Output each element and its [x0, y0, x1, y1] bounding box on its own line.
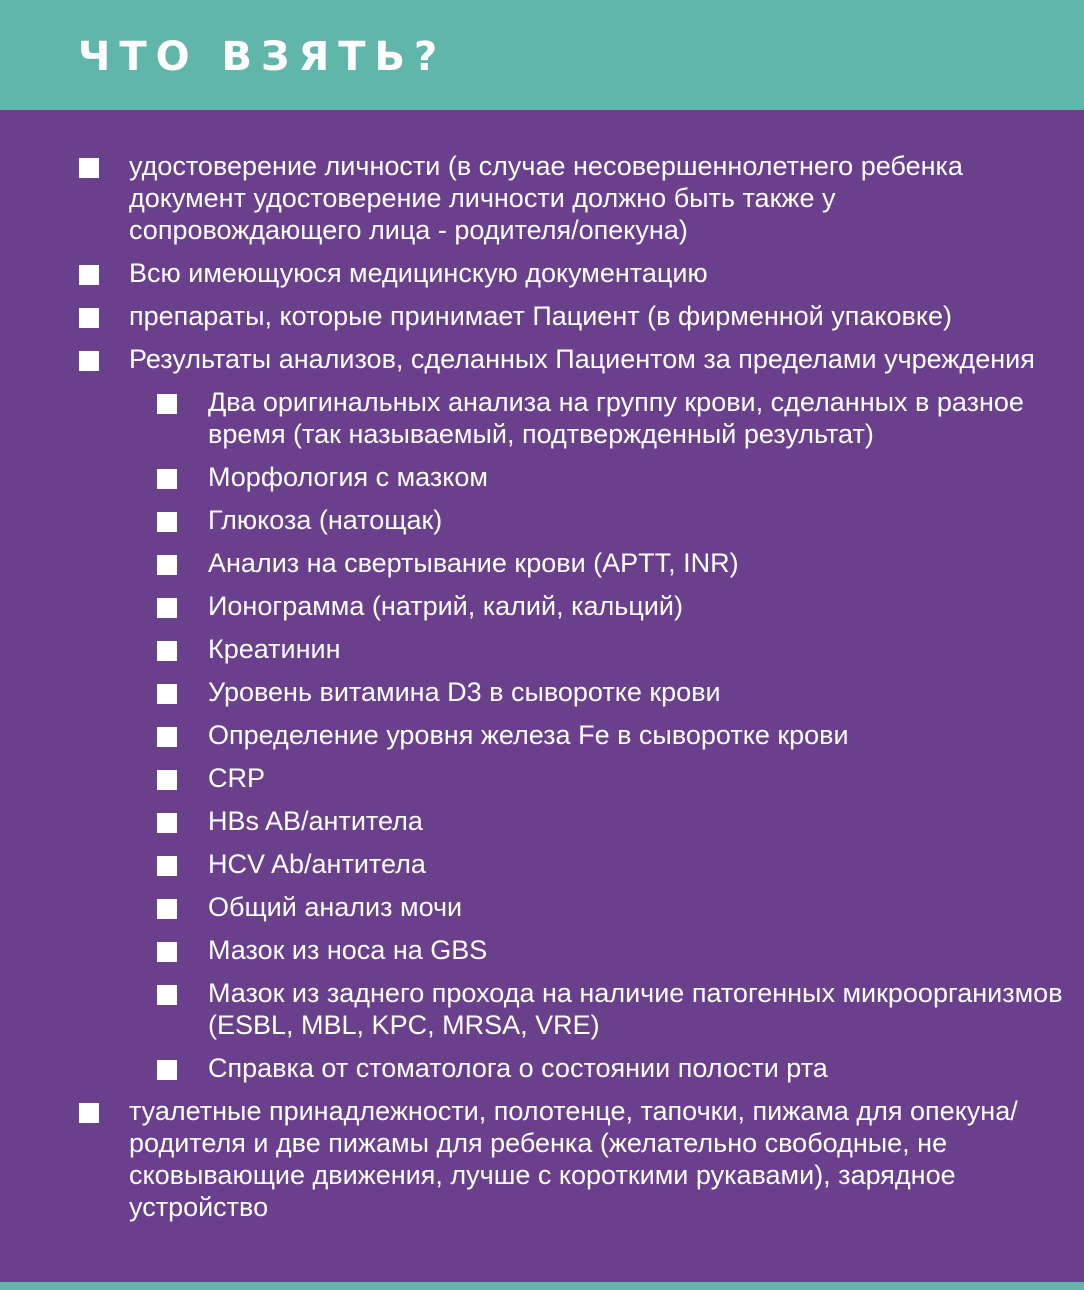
list-item: [0, 150, 1084, 246]
sub-list-item: [0, 891, 1084, 923]
square-bullet-icon: [79, 351, 99, 371]
list-item-text: препараты, которые принимает Пациент (в фирменной упаковке): [129, 301, 952, 331]
sub-list-item: [0, 676, 1084, 708]
square-bullet-icon: [157, 394, 177, 414]
list-item-text: Мазок из заднего прохода на наличие патогенных микроорганизмов (ESBL, MBL, KPC, MRSA, VRE): [208, 978, 1063, 1040]
list-item-text: Результаты анализов, сделанных Пациентом за пределами учреждения: [129, 344, 1035, 374]
list-item-text: Всю имеющуюся медицинскую документацию: [129, 258, 708, 288]
square-bullet-icon: [157, 512, 177, 532]
list-item-text: Анализ на свертывание крови (APTT, INR): [208, 548, 739, 578]
sub-list-item: [0, 547, 1084, 579]
list-item-text: CRP: [208, 763, 266, 793]
list-item-text: туалетные принадлежности, полотенце, тапочки, пижама для опекуна/родителя и две пижамы для ребенка (желательно свободные, не сковывающие движения, лучше с короткими рукавами), зарядное устройство: [129, 1096, 1018, 1222]
list-item-text: Справка от стоматолога о состоянии полости рта: [208, 1053, 828, 1083]
square-bullet-icon: [157, 985, 177, 1005]
list-item-text: Уровень витамина D3 в сыворотке крови: [208, 677, 721, 707]
sub-list-item: [0, 633, 1084, 665]
list-item: [0, 300, 1084, 332]
sub-list-item: [0, 461, 1084, 493]
sub-list-item: [0, 590, 1084, 622]
square-bullet-icon: [79, 158, 99, 178]
sub-list-item: [0, 805, 1084, 837]
sub-list-item: [0, 934, 1084, 966]
list-item-text: Определение уровня железа Fe в сыворотке крови: [208, 720, 849, 750]
square-bullet-icon: [157, 856, 177, 876]
checklist: [0, 150, 1084, 1234]
sub-list-item: [0, 977, 1084, 1041]
page-title: ЧТО ВЗЯТЬ?: [78, 34, 447, 80]
square-bullet-icon: [79, 265, 99, 285]
square-bullet-icon: [157, 684, 177, 704]
square-bullet-icon: [157, 770, 177, 790]
sub-list-item: [0, 386, 1084, 450]
sub-list-item: [0, 504, 1084, 536]
list-item-text: HBs AB/антитела: [208, 806, 423, 836]
square-bullet-icon: [157, 813, 177, 833]
square-bullet-icon: [157, 469, 177, 489]
list-item: [0, 343, 1084, 375]
list-item-text: Глюкоза (натощак): [208, 505, 443, 535]
sub-list-item: [0, 762, 1084, 794]
square-bullet-icon: [157, 555, 177, 575]
list-item-text: Морфология с мазком: [208, 462, 488, 492]
sub-list-item: [0, 848, 1084, 880]
bottom-accent-bar: [0, 1282, 1084, 1290]
square-bullet-icon: [157, 641, 177, 661]
square-bullet-icon: [157, 942, 177, 962]
list-item-text: Креатинин: [208, 634, 341, 664]
square-bullet-icon: [157, 899, 177, 919]
list-item-text: Мазок из носа на GBS: [208, 935, 488, 965]
square-bullet-icon: [79, 308, 99, 328]
sub-list-item: [0, 719, 1084, 751]
square-bullet-icon: [157, 1060, 177, 1080]
list-item-text: Два оригинальных анализа на группу крови, сделанных в разное время (так называемый, подтвержденный результат): [208, 387, 1024, 449]
list-item-text: Общий анализ мочи: [208, 892, 463, 922]
list-item-text: Ионограмма (натрий, калий, кальций): [208, 591, 683, 621]
sub-list-item: [0, 1052, 1084, 1084]
header-banner: [0, 0, 1084, 110]
list-item: [0, 1095, 1084, 1223]
square-bullet-icon: [79, 1103, 99, 1123]
square-bullet-icon: [157, 727, 177, 747]
square-bullet-icon: [157, 598, 177, 618]
list-item-text: HCV Ab/антитела: [208, 849, 426, 879]
list-item: [0, 257, 1084, 289]
list-item-text: удостоверение личности (в случае несовершеннолетнего ребенка документ удостоверение личности должно быть также у сопровождающего лица - родителя/опекуна): [129, 151, 963, 245]
